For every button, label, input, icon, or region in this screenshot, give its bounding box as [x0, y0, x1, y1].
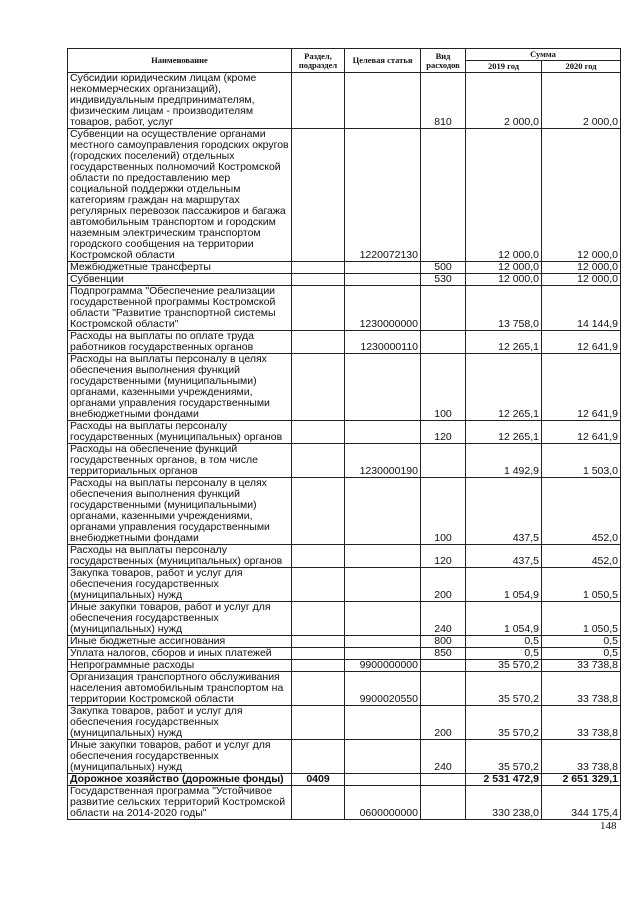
- row-value-2020: 0,5: [542, 648, 621, 660]
- row-value-2019: 0,5: [466, 648, 542, 660]
- row-razdel: [292, 478, 345, 545]
- row-vid: 240: [421, 740, 466, 774]
- table-row: [68, 444, 621, 478]
- table-row: [68, 786, 621, 820]
- row-value-2019: 35 570,2: [466, 660, 542, 672]
- row-code: [345, 73, 421, 129]
- table-row: [68, 129, 621, 262]
- row-vid: [421, 331, 466, 354]
- row-razdel: [292, 602, 345, 636]
- row-value-2019: 2 000,0: [466, 73, 542, 129]
- row-name: Государственная программа "Устойчивое развитие сельских территорий Костромской области на 2014-2020 годы": [68, 786, 292, 820]
- row-code: [345, 602, 421, 636]
- row-code: 1230000190: [345, 444, 421, 478]
- row-razdel: [292, 636, 345, 648]
- row-vid: 120: [421, 421, 466, 444]
- row-value-2019: 12 000,0: [466, 129, 542, 262]
- row-razdel: [292, 262, 345, 274]
- row-name: Расходы на выплаты персоналу в целях обеспечения выполнения функций государственными (муниципальными) органами, казенными учреждениями, органами управления государственными внебюджетными фондами: [68, 354, 292, 421]
- table-row: [68, 706, 621, 740]
- row-value-2020: 1 050,5: [542, 568, 621, 602]
- row-value-2019: 330 238,0: [466, 786, 542, 820]
- row-value-2020: 12 000,0: [542, 274, 621, 286]
- row-value-2020: 12 641,9: [542, 421, 621, 444]
- row-razdel: [292, 660, 345, 672]
- row-vid: 120: [421, 545, 466, 568]
- table-row: [68, 636, 621, 648]
- row-vid: [421, 444, 466, 478]
- row-razdel: [292, 129, 345, 262]
- row-name: Расходы на выплаты по оплате труда работников государственных органов: [68, 331, 292, 354]
- row-value-2019: 0,5: [466, 636, 542, 648]
- row-razdel: [292, 73, 345, 129]
- row-code: [345, 648, 421, 660]
- row-value-2019: 12 000,0: [466, 262, 542, 274]
- budget-table: [67, 48, 621, 820]
- table-row: [68, 545, 621, 568]
- row-code: [345, 774, 421, 786]
- table-row: [68, 568, 621, 602]
- row-code: [345, 262, 421, 274]
- table-row: [68, 660, 621, 672]
- row-code: [345, 636, 421, 648]
- row-value-2020: 33 738,8: [542, 672, 621, 706]
- row-vid: 810: [421, 73, 466, 129]
- header-2019: 2019 год: [466, 61, 542, 73]
- table-row: [68, 274, 621, 286]
- row-razdel: [292, 331, 345, 354]
- row-value-2020: 452,0: [542, 545, 621, 568]
- row-value-2019: 1 054,9: [466, 568, 542, 602]
- row-vid: [421, 129, 466, 262]
- row-code: [345, 545, 421, 568]
- row-name: Подпрограмма "Обеспечение реализации государственной программы Костромской области "Развитие транспортной системы Костромской области": [68, 286, 292, 331]
- row-code: [345, 478, 421, 545]
- row-vid: 500: [421, 262, 466, 274]
- row-razdel: [292, 786, 345, 820]
- row-razdel: [292, 740, 345, 774]
- row-vid: 100: [421, 478, 466, 545]
- row-name: Расходы на выплаты персоналу государственных (муниципальных) органов: [68, 545, 292, 568]
- row-value-2019: 437,5: [466, 545, 542, 568]
- row-vid: [421, 286, 466, 331]
- row-value-2019: 437,5: [466, 478, 542, 545]
- row-vid: [421, 672, 466, 706]
- table-row: [68, 478, 621, 545]
- row-vid: 850: [421, 648, 466, 660]
- header-sum: Сумма: [466, 49, 621, 61]
- row-code: 9900000000: [345, 660, 421, 672]
- row-value-2019: 12 265,1: [466, 421, 542, 444]
- row-name: Субсидии юридическим лицам (кроме некоммерческих организаций), индивидуальным предпринимателям, физическим лицам - производителям товаров, работ, услуг: [68, 73, 292, 129]
- row-value-2020: 344 175,4: [542, 786, 621, 820]
- row-value-2020: 14 144,9: [542, 286, 621, 331]
- row-code: [345, 568, 421, 602]
- table-row: [68, 774, 621, 786]
- row-value-2020: 12 641,9: [542, 354, 621, 421]
- row-vid: [421, 786, 466, 820]
- row-value-2020: 2 000,0: [542, 73, 621, 129]
- row-value-2019: 12 265,1: [466, 354, 542, 421]
- row-value-2020: 33 738,8: [542, 740, 621, 774]
- row-code: [345, 740, 421, 774]
- row-value-2019: 2 531 472,9: [466, 774, 542, 786]
- row-name: Расходы на обеспечение функций государственных органов, в том числе территориальных органов: [68, 444, 292, 478]
- row-razdel: [292, 648, 345, 660]
- row-name: Дорожное хозяйство (дорожные фонды): [68, 774, 292, 786]
- row-name: Иные бюджетные ассигнования: [68, 636, 292, 648]
- header-razdel: Раздел, подраздел: [292, 49, 345, 73]
- row-vid: 200: [421, 568, 466, 602]
- row-razdel: [292, 444, 345, 478]
- row-razdel: [292, 421, 345, 444]
- row-value-2020: 452,0: [542, 478, 621, 545]
- row-code: 1230000000: [345, 286, 421, 331]
- row-razdel: [292, 672, 345, 706]
- row-value-2020: 1 503,0: [542, 444, 621, 478]
- row-name: Иные закупки товаров, работ и услуг для обеспечения государственных (муниципальных) нужд: [68, 740, 292, 774]
- row-value-2019: 35 570,2: [466, 740, 542, 774]
- row-name: Закупка товаров, работ и услуг для обеспечения государственных (муниципальных) нужд: [68, 568, 292, 602]
- row-name: Межбюджетные трансферты: [68, 262, 292, 274]
- row-code: [345, 274, 421, 286]
- row-vid: [421, 660, 466, 672]
- row-code: [345, 706, 421, 740]
- row-razdel: [292, 568, 345, 602]
- header-vid: Вид расходов: [421, 49, 466, 73]
- table-row: [68, 602, 621, 636]
- table-row: [68, 740, 621, 774]
- row-name: Организация транспортного обслуживания населения автомобильным транспортом на территории Костромской области: [68, 672, 292, 706]
- row-value-2020: 1 050,5: [542, 602, 621, 636]
- table-row: [68, 672, 621, 706]
- header-row: [68, 49, 621, 61]
- row-value-2019: 1 054,9: [466, 602, 542, 636]
- table-row: [68, 262, 621, 274]
- row-vid: [421, 774, 466, 786]
- row-value-2019: 13 758,0: [466, 286, 542, 331]
- row-razdel: [292, 354, 345, 421]
- header-2020: 2020 год: [542, 61, 621, 73]
- row-name: Субвенции на осуществление органами местного самоуправления городских округов (городских поселений) отдельных государственных полномочий Костромской области по предоставлению мер социальной поддержки отдельным категориям граждан на маршрутах регулярных перевозок пассажиров и багажа автомобильным транспортом и городским наземным электрическим транспортом городского сообщения на территории Костромской области: [68, 129, 292, 262]
- row-value-2020: 0,5: [542, 636, 621, 648]
- row-razdel: [292, 706, 345, 740]
- row-code: [345, 421, 421, 444]
- header-code: Целевая статья: [345, 49, 421, 73]
- table-row: [68, 286, 621, 331]
- row-value-2019: 12 000,0: [466, 274, 542, 286]
- page-number: 148: [600, 820, 617, 832]
- table-row: [68, 73, 621, 129]
- row-razdel: [292, 274, 345, 286]
- table-row: [68, 354, 621, 421]
- row-name: Уплата налогов, сборов и иных платежей: [68, 648, 292, 660]
- row-value-2020: 12 641,9: [542, 331, 621, 354]
- row-value-2019: 35 570,2: [466, 672, 542, 706]
- row-razdel: [292, 286, 345, 331]
- row-code: 0600000000: [345, 786, 421, 820]
- row-name: Закупка товаров, работ и услуг для обеспечения государственных (муниципальных) нужд: [68, 706, 292, 740]
- row-razdel: 0409: [292, 774, 345, 786]
- row-value-2019: 35 570,2: [466, 706, 542, 740]
- row-vid: 200: [421, 706, 466, 740]
- row-value-2020: 33 738,8: [542, 660, 621, 672]
- row-code: [345, 354, 421, 421]
- table-header: [68, 49, 621, 73]
- row-value-2020: 12 000,0: [542, 262, 621, 274]
- row-value-2020: 33 738,8: [542, 706, 621, 740]
- row-name: Расходы на выплаты персоналу государственных (муниципальных) органов: [68, 421, 292, 444]
- row-value-2019: 12 265,1: [466, 331, 542, 354]
- row-vid: 530: [421, 274, 466, 286]
- table-body: [68, 73, 621, 820]
- table-row: [68, 648, 621, 660]
- row-name: Расходы на выплаты персоналу в целях обеспечения выполнения функций государственными (муниципальными) органами, казенными учреждениями, органами управления государственными внебюджетными фондами: [68, 478, 292, 545]
- row-value-2020: 2 651 329,1: [542, 774, 621, 786]
- table-row: [68, 331, 621, 354]
- row-name: Непрограммные расходы: [68, 660, 292, 672]
- row-code: 9900020550: [345, 672, 421, 706]
- row-razdel: [292, 545, 345, 568]
- row-code: 1230000110: [345, 331, 421, 354]
- row-name: Субвенции: [68, 274, 292, 286]
- row-vid: 100: [421, 354, 466, 421]
- row-name: Иные закупки товаров, работ и услуг для обеспечения государственных (муниципальных) нужд: [68, 602, 292, 636]
- row-code: 1220072130: [345, 129, 421, 262]
- table-row: [68, 421, 621, 444]
- row-vid: 800: [421, 636, 466, 648]
- header-name: Наименование: [68, 49, 292, 73]
- row-value-2019: 1 492,9: [466, 444, 542, 478]
- row-vid: 240: [421, 602, 466, 636]
- row-value-2020: 12 000,0: [542, 129, 621, 262]
